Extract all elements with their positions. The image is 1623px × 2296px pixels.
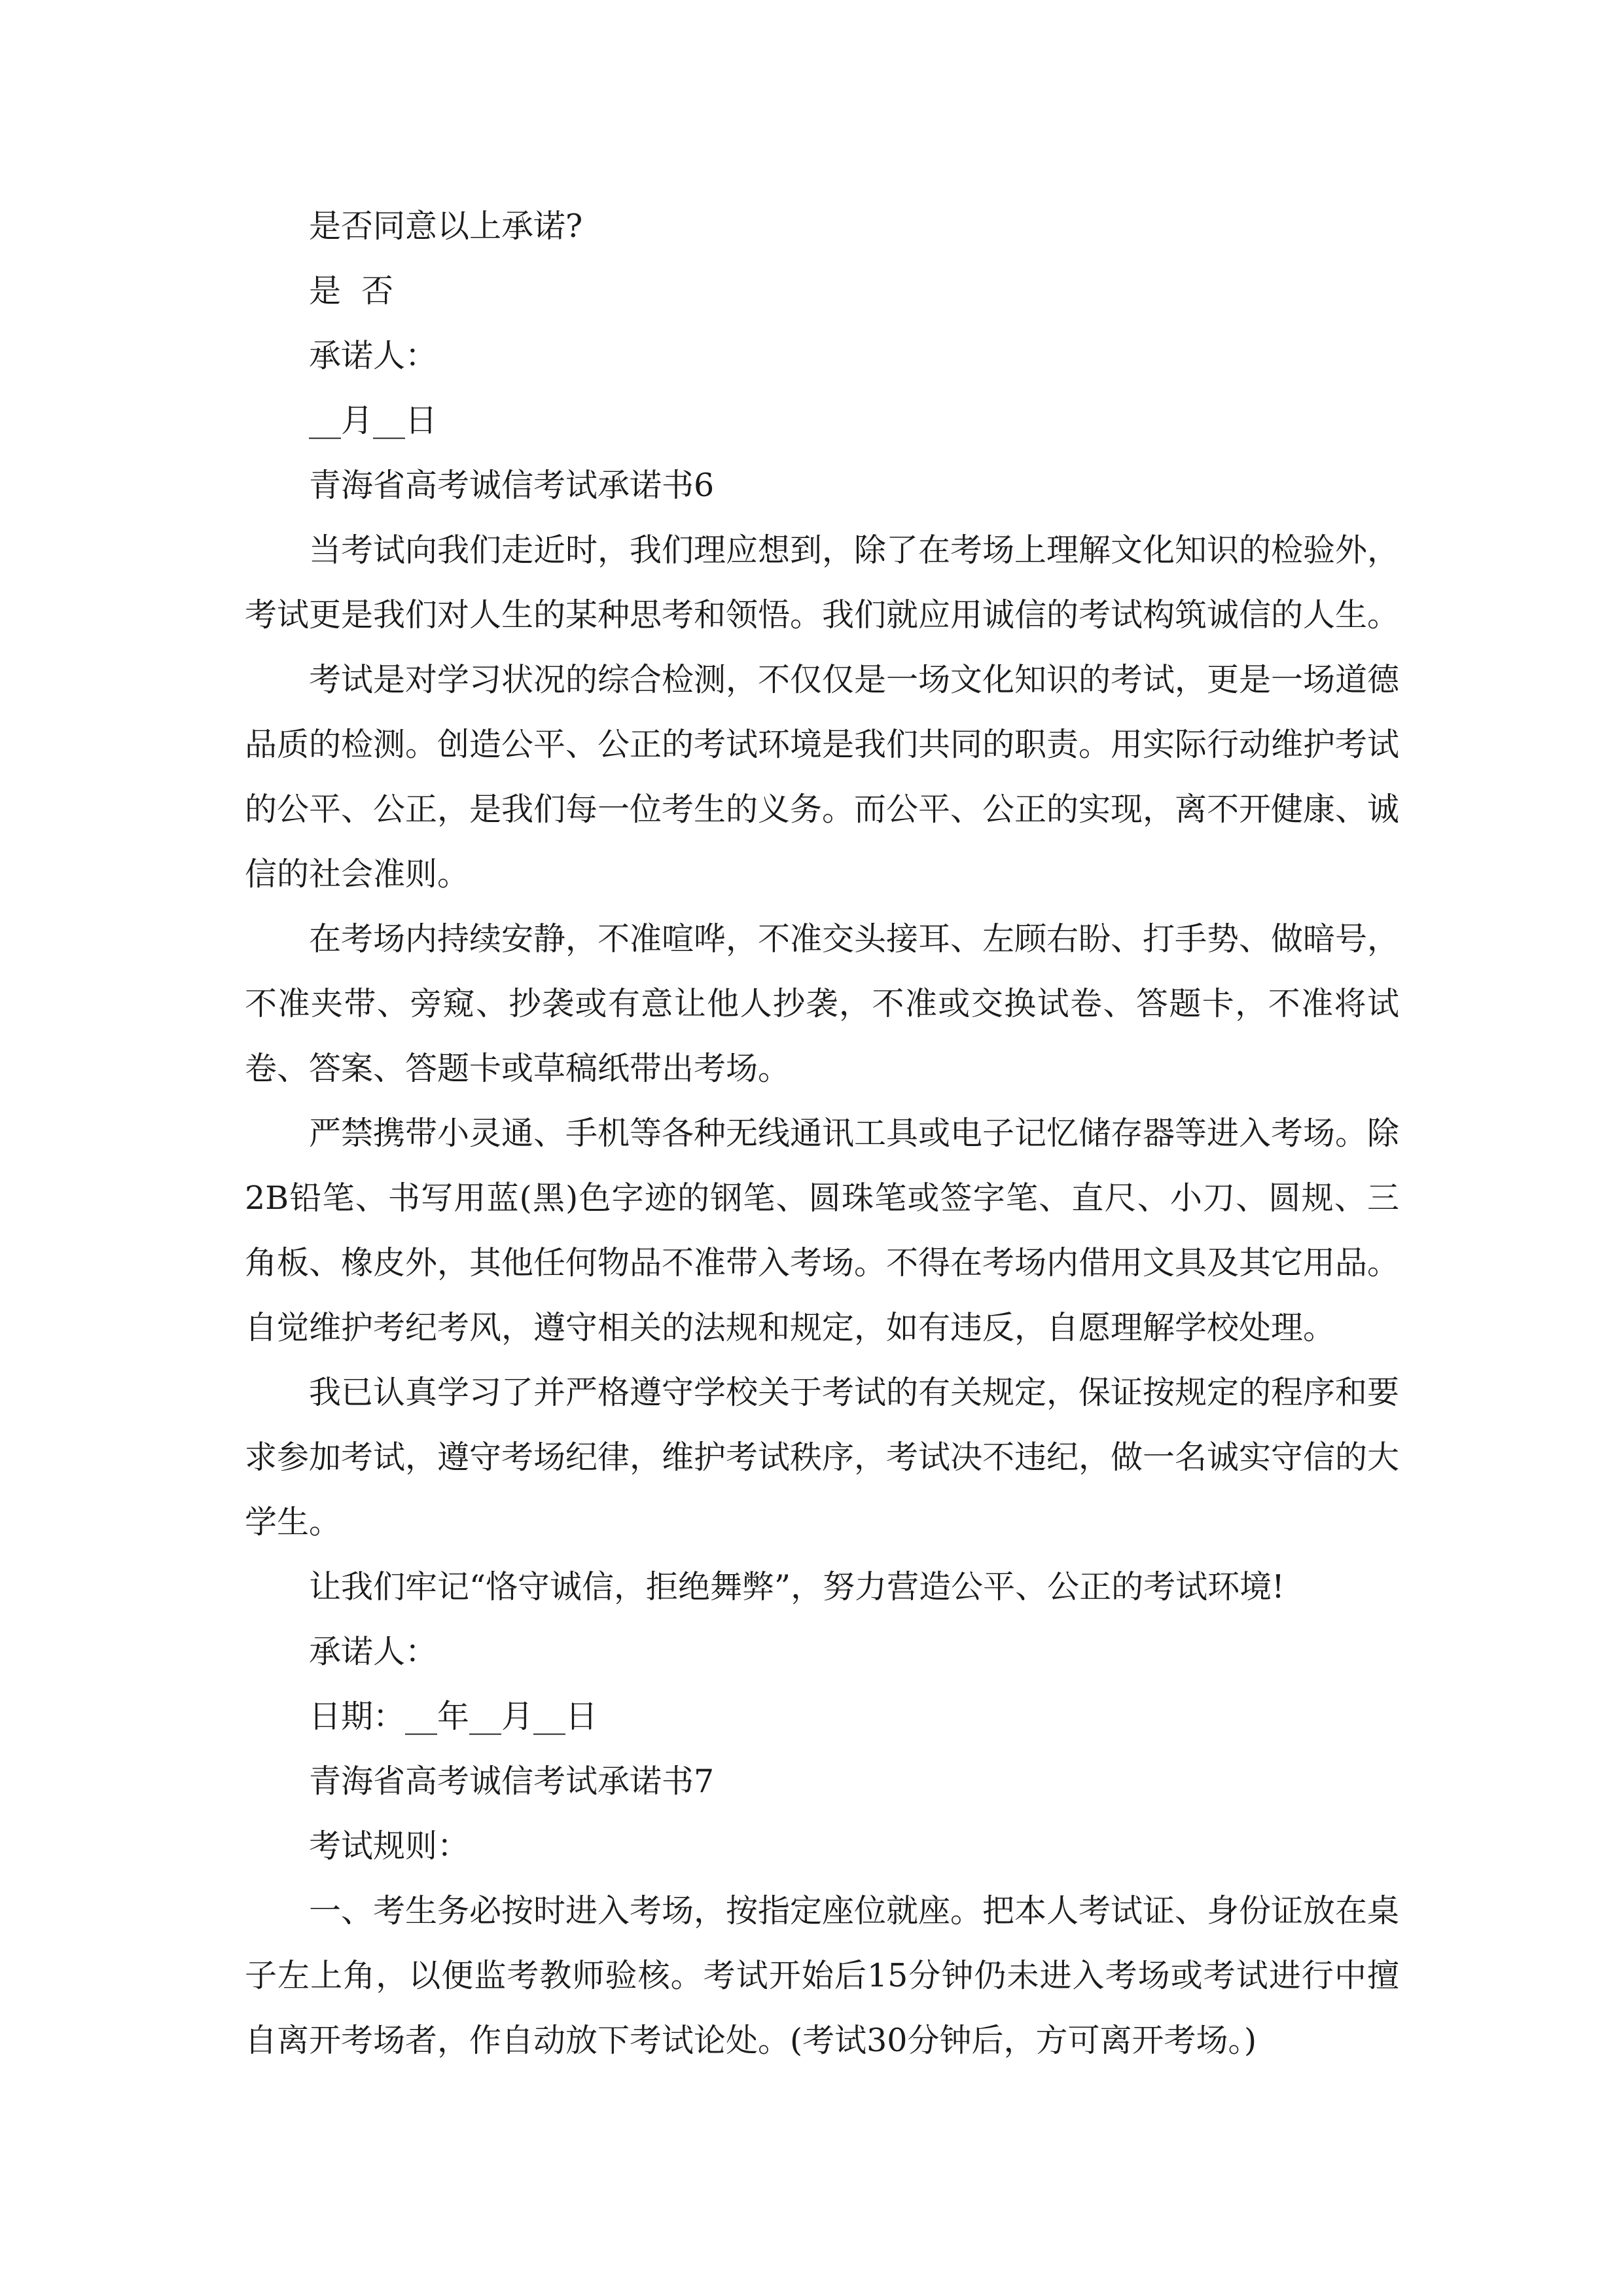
- signer-label: 承诺人：: [309, 1633, 438, 1670]
- date-line: __月__日: [309, 402, 438, 439]
- paragraph: 严禁携带小灵通、手机等各种无线通讯工具或电子记忆储存器等进入考场。除2B铅笔、书写用蓝(黑)色字迹的钢笔、圆珠笔或签字笔、直尺、小刀、圆规、三角板、橡皮外，其他任何物品不准带入考场。不得在考场内借用文具及其它用品。自觉维护考纪考风，遵守相关的法规和规定，如有违反，自愿理解学校处理。: [245, 1115, 1400, 1346]
- agree-options: 是 否: [309, 272, 394, 310]
- paragraph: 当考试向我们走近时，我们理应想到，除了在考场上理解文化知识的检验外，考试更是我们对人生的某种思考和领悟。我们就应用诚信的考试构筑诚信的人生。: [245, 531, 1400, 634]
- paragraph: 一、考生务必按时进入考场，按指定座位就座。把本人考试证、身份证放在桌子左上角，以便监考教师验核。考试开始后15分钟仍未进入考场或考试进行中擅自离开考场者，作自动放下考试论处。(考试30分钟后，方可离开考场。): [245, 1892, 1400, 2059]
- date-line: 日期：__年__月__日: [309, 1698, 598, 1735]
- paragraph: 我已认真学习了并严格遵守学校关于考试的有关规定，保证按规定的程序和要求参加考试，遵守考场纪律，维护考试秩序，考试决不违纪，做一名诚实守信的大学生。: [245, 1374, 1400, 1541]
- signer-label: 承诺人：: [309, 337, 438, 374]
- paragraph: 让我们牢记“恪守诚信，拒绝舞弊”，努力营造公平、公正的考试环境!: [309, 1568, 1285, 1605]
- document-body: [245, 194, 1399, 2073]
- rules-heading: 考试规则：: [309, 1827, 470, 1865]
- agree-question: 是否同意以上承诺?: [309, 207, 583, 245]
- section-title: 青海省高考诚信考试承诺书7: [309, 1763, 715, 1800]
- paragraph: 在考场内持续安静，不准喧哗，不准交头接耳、左顾右盼、打手势、做暗号，不准夹带、旁窥、抄袭或有意让他人抄袭，不准或交换试卷、答题卡，不准将试卷、答案、答题卡或草稿纸带出考场。: [245, 920, 1400, 1087]
- section-title: 青海省高考诚信考试承诺书6: [309, 467, 715, 504]
- paragraph: 考试是对学习状况的综合检测，不仅仅是一场文化知识的考试，更是一场道德品质的检测。创造公平、公正的考试环境是我们共同的职责。用实际行动维护考试的公平、公正，是我们每一位考生的义务。而公平、公正的实现，离不开健康、诚信的社会准则。: [245, 661, 1400, 893]
